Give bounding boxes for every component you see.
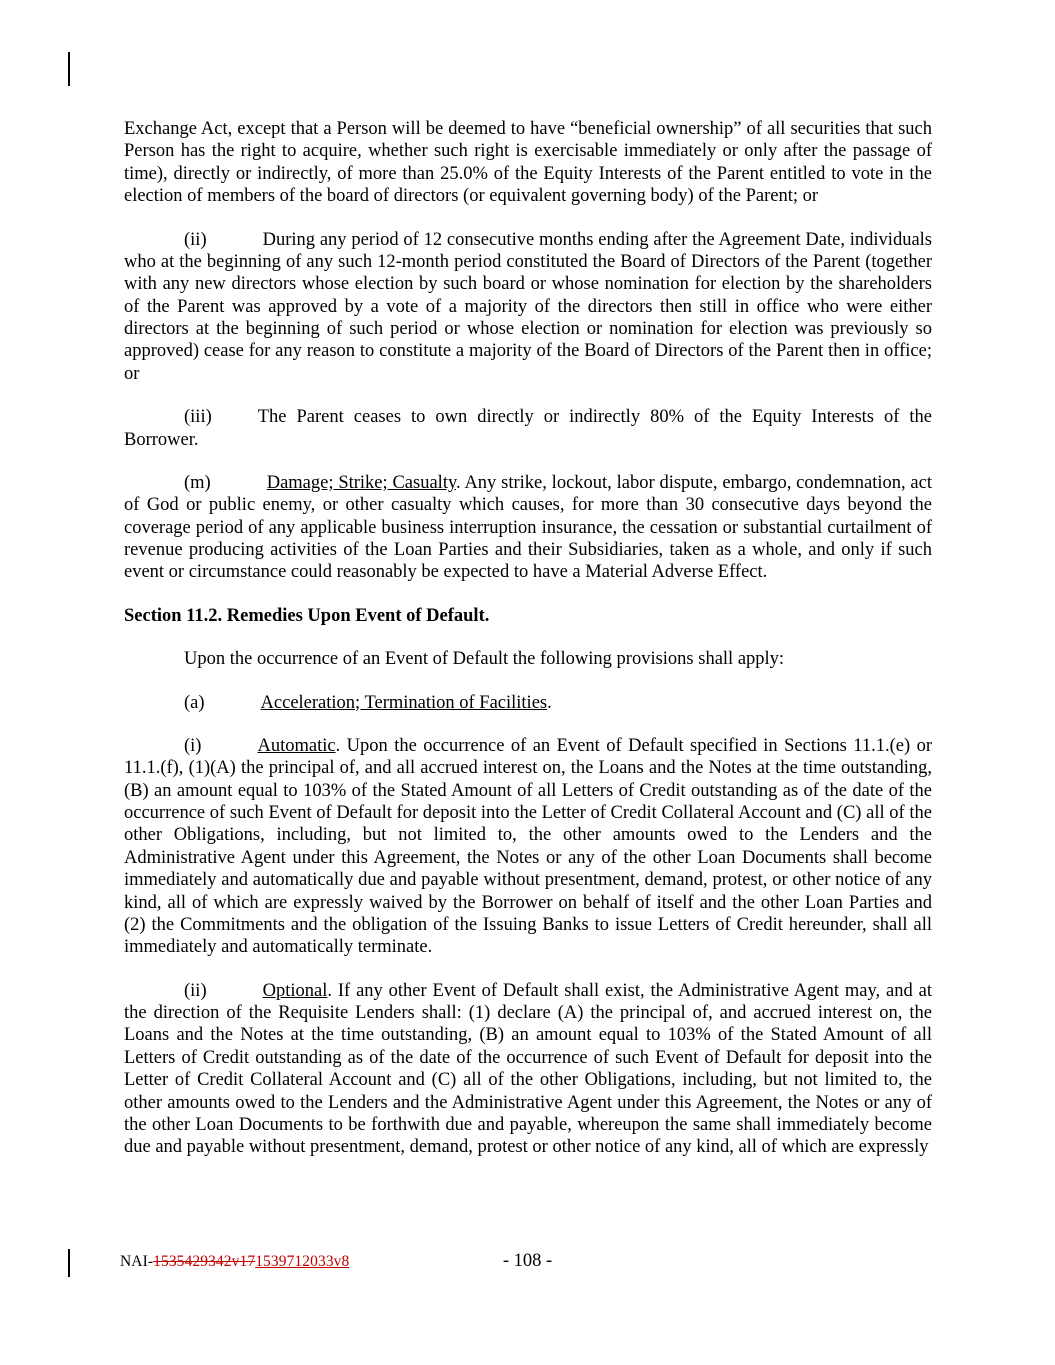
paragraph-clause-m-damage — [124, 472, 932, 584]
section-heading-11-2: Section 11.2. Remedies Upon Event of Default. — [124, 605, 490, 626]
clause-marker-ii: (ii) — [184, 229, 207, 250]
paragraph-beneficial-ownership: Exchange Act, except that a Person will be deemed to have “beneficial ownership” of all securities that such Person has the right to acquire, whether such right is exercisable immediately or only after the passage of time), directly or indirectly, of more than 25.0% of the Equity Interests of the Parent entitled to vote in the election of members of the board of directors (or equivalent governing body) of the Parent; or — [124, 119, 932, 207]
clause-a-trailing: . — [547, 692, 552, 713]
clause-a-ii-title: Optional — [262, 980, 328, 1001]
paragraph-clause-a — [124, 692, 932, 714]
clause-a-title: Acceleration; Termination of Facilities — [260, 692, 548, 713]
revision-change-bar-top — [68, 52, 70, 86]
page-number: - 108 - — [502, 1251, 553, 1271]
clause-marker-iii: (iii) — [184, 407, 212, 428]
clause-ii-text: During any period of 12 consecutive months ending after the Agreement Date, individuals who at the beginning of any such 12-month period constituted the Board of Directors of the Parent (together with any new directors whose election by such board or whose nomination for election by the shareholders of the Parent was approved by a vote of a majority of the directors then still in office who were either directors at the beginning of such period or whose election or nomination for election was previously so approved) cease for any reason to constitute a majority of the Board of Directors of the Parent then in office; or — [124, 229, 932, 384]
paragraph-clause-a-i-automatic — [124, 735, 932, 959]
footer-doc-id-inserted: 1539712033v8 — [255, 1253, 350, 1270]
footer-doc-id-prefix: NAI- — [120, 1253, 154, 1270]
footer-doc-id-deleted: 1535429342v17 — [153, 1253, 256, 1270]
clause-m-title: Damage; Strike; Casualty — [266, 472, 457, 493]
paragraph-clause-ii-board — [124, 229, 932, 386]
document-body — [124, 118, 932, 1159]
clause-iii-text: The Parent ceases to own directly or indirectly 80% of the Equity Interests of the Borrower. — [124, 407, 932, 450]
clause-m-text: . Any strike, lockout, labor dispute, embargo, condemnation, act of God or public enemy, or other casualty which causes, for more than 30 consecutive days beyond the coverage period of any applicable business interruption insurance, the cessation or substantial curtailment of revenue producing activities of the Loan Parties and their Subsidiaries, taken as a whole, and only if such event or circumstance could reasonably be expected to have a Material Adverse Effect. — [124, 472, 932, 583]
clause-a-ii-text: . If any other Event of Default shall exist, the Administrative Agent may, and at the direction of the Requisite Lenders shall: (1) declare (A) the principal of, and accrued interest on, the Loans and the Notes at the time outstanding, (B) an amount equal to 103% of the Stated Amount of all Letters of Credit outstanding as of the date of the occurrence of such Event of Default for deposit into the Letter of Credit Collateral Account and (C) all of the other Obligations, including, but not limited to, the other amounts owed to the Lenders and the Administrative Agent under this Agreement, the Notes or any of the other Loan Documents to be forthwith due and payable, whereupon the same shall immediately become due and payable without presentment, demand, protest or other notice of any kind, all of which are expressly — [124, 980, 932, 1158]
clause-marker-a-ii: (ii) — [184, 980, 207, 1001]
paragraph-clause-a-ii-optional — [124, 980, 932, 1159]
clause-marker-m: (m) — [184, 472, 211, 493]
clause-a-i-title: Automatic — [257, 735, 336, 756]
clause-marker-a: (a) — [184, 692, 205, 713]
page-footer — [0, 1247, 1055, 1287]
paragraph-lead-in: Upon the occurrence of an Event of Default the following provisions shall apply: — [184, 649, 785, 670]
paragraph-clause-iii-parent-ceases — [124, 406, 932, 451]
clause-a-i-text: . Upon the occurrence of an Event of Default specified in Sections 11.1.(e) or 11.1.(f), (1)(A) the principal of, and all accrued interest on, the Loans and the Notes at the time outstanding, (B) an amount equal to 103% of the Stated Amount of all Letters of Credit outstanding as of the date of the occurrence of such Event of Default for deposit into the Letter of Credit Collateral Account and (C) all of the other Obligations, including, but not limited to, the other amounts owed to the Lenders and the Administrative Agent under this Agreement, the Notes or any of the other Loan Documents shall become immediately and automatically due and payable without presentment, demand, protest, or other notice of any kind, all of which are expressly waived by the Borrower on behalf of itself and the other Loan Parties and (2) the Commitments and the obligation of the Issuing Banks to issue Letters of Credit hereunder, shall all immediately and automatically terminate. — [124, 735, 932, 958]
clause-marker-a-i: (i) — [184, 735, 202, 756]
